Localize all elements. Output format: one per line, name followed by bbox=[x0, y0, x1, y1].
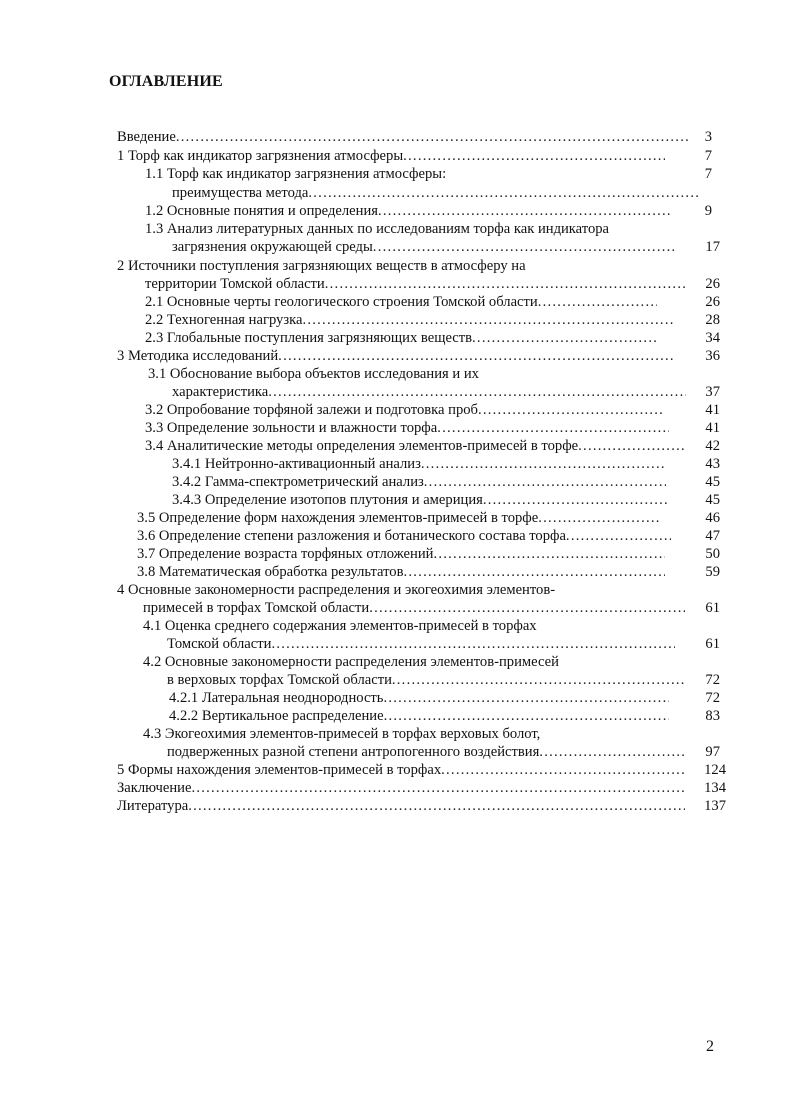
toc-page-number: 28 bbox=[705, 312, 720, 328]
toc-entry-title-continued: характеристика bbox=[172, 384, 269, 400]
dot-leader bbox=[472, 329, 657, 347]
toc-page-number: 61 bbox=[705, 600, 720, 616]
toc-page-number: 46 bbox=[705, 510, 720, 526]
dot-leader bbox=[478, 401, 663, 419]
toc-entry-chapter-3[interactable] bbox=[117, 347, 673, 365]
dot-leader bbox=[176, 128, 689, 146]
toc-entry-3-4[interactable] bbox=[145, 437, 685, 455]
toc-page-number: 50 bbox=[705, 546, 720, 562]
dot-leader bbox=[392, 671, 685, 689]
toc-entry-title: 3.5 Определение форм нахождения элементов-примесей в торфе bbox=[137, 510, 539, 526]
toc-page-number: 59 bbox=[705, 564, 720, 580]
dot-leader bbox=[302, 311, 673, 329]
toc-page-number: 43 bbox=[705, 456, 720, 472]
page-title: ОГЛАВЛЕНИЕ bbox=[109, 73, 223, 90]
dot-leader bbox=[369, 599, 685, 617]
toc-entry-3-6[interactable] bbox=[137, 527, 671, 545]
toc-page-number: 42 bbox=[705, 438, 720, 454]
toc-page-number: 61 bbox=[705, 636, 720, 652]
toc-page-number: 45 bbox=[705, 474, 720, 490]
toc-entry-title-continued: в верховых торфах Томской области bbox=[167, 672, 392, 688]
toc-entry-title: 3.4 Аналитические методы определения элементов-примесей в торфе bbox=[145, 438, 579, 454]
toc-entry-title: 4.1 Оценка среднего содержания элементов-примесей в торфах bbox=[143, 618, 537, 634]
dot-leader bbox=[191, 779, 685, 797]
dot-leader bbox=[403, 147, 665, 165]
toc-page-number: 97 bbox=[705, 744, 720, 760]
toc-entry-3-4-2[interactable] bbox=[172, 473, 666, 491]
toc-page-number: 41 bbox=[705, 402, 720, 418]
toc-entry-3-4-1[interactable] bbox=[172, 455, 666, 473]
toc-entry-3-7[interactable] bbox=[137, 545, 665, 563]
toc-entry-title: 3.6 Определение степени разложения и ботанического состава торфа bbox=[137, 528, 566, 544]
toc-page-number: 137 bbox=[704, 798, 726, 814]
toc-entry-chapter-2[interactable] bbox=[145, 275, 685, 293]
toc-page-number: 26 bbox=[705, 294, 720, 310]
toc-entry-chapter-1[interactable] bbox=[117, 147, 665, 165]
toc-page-number: 36 bbox=[705, 348, 720, 364]
toc-page-number: 72 bbox=[705, 672, 720, 688]
toc-entry-4-1[interactable] bbox=[167, 635, 675, 653]
toc-entry-3-3[interactable] bbox=[145, 419, 669, 437]
toc-entry-3-1[interactable] bbox=[172, 383, 686, 401]
toc-entry-title-continued: примесей в торфах Томской области bbox=[143, 600, 370, 616]
toc-entry-title: 1.2 Основные понятия и определения bbox=[145, 203, 378, 219]
dot-leader bbox=[268, 383, 686, 401]
dot-leader bbox=[308, 184, 700, 202]
toc-entry-title: 3.3 Определение зольности и влажности торфа bbox=[145, 420, 438, 436]
toc-entry-title: 2.2 Техногенная нагрузка bbox=[145, 312, 303, 328]
toc-entry-title: 3.4.1 Нейтронно-активационный анализ bbox=[172, 456, 421, 472]
dot-leader bbox=[566, 527, 671, 545]
dot-leader bbox=[437, 419, 669, 437]
toc-entry-title: 4.2.1 Латеральная неоднородность bbox=[169, 690, 384, 706]
toc-page-number: 7 bbox=[704, 166, 712, 182]
toc-entry-2-1[interactable] bbox=[145, 293, 657, 311]
toc-entry-4-3[interactable] bbox=[167, 743, 685, 761]
dot-leader bbox=[373, 238, 674, 256]
toc-entry-title: 3.8 Математическая обработка результатов bbox=[137, 564, 404, 580]
dot-leader bbox=[403, 563, 665, 581]
toc-page-number: 26 bbox=[705, 276, 720, 292]
toc-entry-title: 5 Формы нахождения элементов-примесей в торфах bbox=[117, 762, 442, 778]
toc-entry-title: 3 Методика исследований bbox=[117, 348, 279, 364]
toc-entry-4-2[interactable] bbox=[167, 671, 685, 689]
dot-leader bbox=[578, 437, 685, 455]
dot-leader bbox=[483, 491, 668, 509]
toc-entry-3-5[interactable] bbox=[137, 509, 659, 527]
toc-entry-title: 4.3 Экогеохимия элементов-примесей в торфах верховых болот, bbox=[143, 726, 541, 742]
toc-entry-title-continued: загрязнения окружающей среды bbox=[172, 239, 373, 255]
dot-leader bbox=[384, 707, 669, 725]
dot-leader bbox=[433, 545, 665, 563]
toc-entry-title: 2.1 Основные черты геологического строения Томской области bbox=[145, 294, 538, 310]
toc-page-number: 34 bbox=[705, 330, 720, 346]
toc-page-number: 3 bbox=[704, 129, 712, 145]
toc-page-number: 72 bbox=[705, 690, 720, 706]
toc-page-number: 41 bbox=[705, 420, 720, 436]
toc-entry-title: 1 Торф как индикатор загрязнения атмосферы bbox=[117, 148, 404, 164]
toc-entry-title: Заключение bbox=[117, 780, 192, 796]
toc-entry-title-continued: подверженных разной степени антропогенного воздействия bbox=[167, 744, 540, 760]
dot-leader bbox=[325, 275, 685, 293]
dot-leader bbox=[188, 797, 685, 815]
dot-leader bbox=[278, 347, 673, 365]
toc-page-number: 124 bbox=[704, 762, 726, 778]
toc-entry-title: Введение bbox=[117, 129, 176, 145]
toc-page-number: 45 bbox=[705, 492, 720, 508]
toc-page-number: 7 bbox=[704, 148, 712, 164]
toc-entry-title-continued: преимущества метода bbox=[172, 185, 309, 201]
toc-entry-title: 3.4.3 Определение изотопов плутония и америция bbox=[172, 492, 483, 508]
toc-entry-1-3[interactable] bbox=[172, 238, 674, 256]
dot-leader bbox=[424, 473, 666, 491]
toc-entry-2-3[interactable] bbox=[145, 329, 657, 347]
toc-entry-title: 3.1 Обоснование выбора объектов исследования и их bbox=[148, 366, 479, 382]
toc-entry-title: 2.3 Глобальные поступления загрязняющих веществ bbox=[145, 330, 473, 346]
toc-entry-4-2-2[interactable] bbox=[169, 707, 669, 725]
toc-entry-title: 3.4.2 Гамма-спектрометрический анализ bbox=[172, 474, 424, 490]
page-number: 2 bbox=[706, 1038, 714, 1055]
toc-page-number: 47 bbox=[705, 528, 720, 544]
toc-entry-title: Литература bbox=[117, 798, 189, 814]
toc-entry-4-2-1[interactable] bbox=[169, 689, 669, 707]
toc-entry-title: 3.2 Опробование торфяной залежи и подготовка проб bbox=[145, 402, 478, 418]
toc-entry-introduction[interactable] bbox=[117, 128, 689, 146]
toc-entry-conclusion[interactable] bbox=[117, 779, 685, 797]
dot-leader bbox=[421, 455, 666, 473]
toc-entry-title-continued: территории Томской области bbox=[145, 276, 325, 292]
toc-entry-title-continued: Томской области bbox=[167, 636, 272, 652]
toc-entry-references[interactable] bbox=[117, 797, 685, 815]
toc-page-number: 83 bbox=[705, 708, 720, 724]
dot-leader bbox=[539, 743, 685, 761]
dot-leader bbox=[441, 761, 685, 779]
dot-leader bbox=[538, 509, 659, 527]
toc-entry-3-2[interactable] bbox=[145, 401, 663, 419]
toc-page-number: 9 bbox=[704, 203, 712, 219]
toc-entry-3-8[interactable] bbox=[137, 563, 665, 581]
toc-entry-title: 4 Основные закономерности распределения и экогеохимия элементов- bbox=[117, 582, 556, 598]
toc-page-number: 134 bbox=[704, 780, 726, 796]
toc-entry-title: 1.1 Торф как индикатор загрязнения атмосферы: bbox=[145, 166, 447, 182]
toc-entry-1-1[interactable] bbox=[172, 184, 700, 202]
toc-entry-title: 2 Источники поступления загрязняющих веществ в атмосферу на bbox=[117, 258, 526, 274]
toc-entry-chapter-4[interactable] bbox=[143, 599, 685, 617]
toc-entry-title: 4.2.2 Вертикальное распределение bbox=[169, 708, 384, 724]
dot-leader bbox=[378, 202, 671, 220]
dot-leader bbox=[538, 293, 657, 311]
toc-entry-3-4-3[interactable] bbox=[172, 491, 668, 509]
toc-entry-1-2[interactable] bbox=[145, 202, 671, 220]
toc-entry-title: 3.7 Определение возраста торфяных отложений bbox=[137, 546, 434, 562]
toc-entry-title: 1.3 Анализ литературных данных по исследованиям торфа как индикатора bbox=[145, 221, 610, 237]
toc-page-number: 37 bbox=[705, 384, 720, 400]
toc-entry-title: 4.2 Основные закономерности распределения элементов-примесей bbox=[143, 654, 559, 670]
toc-entry-2-2[interactable] bbox=[145, 311, 673, 329]
dot-leader bbox=[271, 635, 675, 653]
toc-page-number: 17 bbox=[705, 239, 720, 255]
toc-entry-chapter-5[interactable] bbox=[117, 761, 685, 779]
dot-leader bbox=[383, 689, 669, 707]
